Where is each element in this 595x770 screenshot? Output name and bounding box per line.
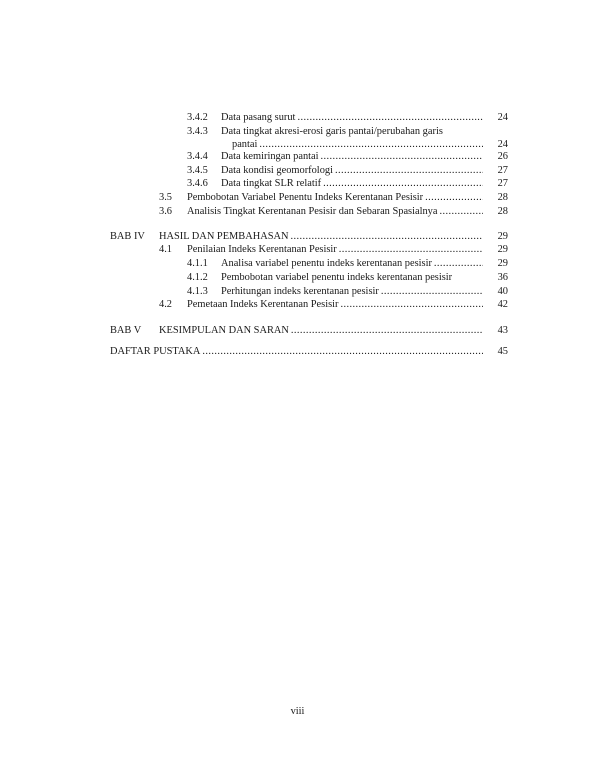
toc-page-number: 36	[497, 272, 508, 283]
toc-title: HASIL DAN PEMBAHASAN .....	[159, 230, 483, 243]
toc-page-number: 29	[497, 258, 508, 269]
toc-number: 4.1.2	[187, 272, 208, 283]
toc-title: Pemetaan Indeks Kerentanan Pesisir .....	[187, 298, 483, 311]
toc-number: 3.4.5	[187, 165, 208, 176]
toc-title: Data tingkat SLR relatif .....	[221, 177, 483, 190]
toc-entry-3-6	[0, 205, 595, 218]
toc-number: 4.1.3	[187, 286, 208, 297]
toc-title: pantai .....	[232, 138, 483, 151]
toc-title: Data kemiringan pantai .....	[221, 150, 483, 163]
toc-page-number: 27	[497, 178, 508, 189]
toc-page-number: 29	[497, 244, 508, 255]
toc-page-number: 42	[497, 299, 508, 310]
toc-chapter-number: BAB V	[110, 325, 142, 336]
toc-number: 3.4.2	[187, 112, 208, 123]
toc-page-number: 29	[497, 231, 508, 242]
toc-title: Analisa variabel penentu indeks kerentanan pesisir .....	[221, 257, 483, 270]
toc-title: Data pasang surut .....	[221, 111, 483, 124]
toc-title: Pembobotan variabel penentu indeks kerentanan pesisir	[221, 272, 453, 283]
toc-page-number: 45	[497, 346, 508, 357]
toc-title: Data tingkat akresi-erosi garis pantai/perubahan garis	[221, 126, 443, 137]
toc-entry-bab-v	[0, 324, 595, 337]
toc-number: 4.1.1	[187, 258, 208, 269]
toc-page-number: 24	[497, 139, 508, 150]
toc-number: 4.1	[159, 244, 172, 255]
toc-entry-bab-iv	[0, 230, 595, 243]
toc-page-number: 43	[497, 325, 508, 336]
toc-number: 3.6	[159, 206, 172, 217]
toc-title: Pembobotan Variabel Penentu Indeks Kerentanan Pesisir .....	[187, 191, 483, 204]
toc-number: 4.2	[159, 299, 172, 310]
toc-page-number: 27	[497, 165, 508, 176]
toc-number: 3.4.3	[187, 126, 208, 137]
toc-page-number: 40	[497, 286, 508, 297]
toc-page-number: 26	[497, 151, 508, 162]
toc-entry-3-4-4	[0, 150, 595, 163]
toc-entry-3-5	[0, 191, 595, 204]
toc-entry-daftar-pustaka	[0, 345, 595, 358]
toc-title: KESIMPULAN DAN SARAN .....	[159, 324, 483, 337]
toc-page-number: 28	[497, 192, 508, 203]
toc-title: DAFTAR PUSTAKA .....	[110, 345, 483, 358]
toc-number: 3.4.4	[187, 151, 208, 162]
toc-number: 3.4.6	[187, 178, 208, 189]
toc-entry-3-4-6	[0, 177, 595, 190]
toc-number: 3.5	[159, 192, 172, 203]
toc-entry-3-4-3	[0, 125, 595, 138]
toc-entry-4-1-2	[0, 271, 595, 284]
toc-title: Perhitungan indeks kerentanan pesisir .....	[221, 285, 483, 298]
toc-entry-4-1	[0, 243, 595, 256]
toc-title: Penilaian Indeks Kerentanan Pesisir .....	[187, 243, 483, 256]
toc-entry-3-4-5	[0, 164, 595, 177]
page-number-footer: viii	[290, 706, 305, 717]
toc-entry-4-1-3	[0, 285, 595, 298]
toc-chapter-number: BAB IV	[110, 231, 145, 242]
toc-page-number: 24	[497, 112, 508, 123]
toc-entry-4-1-1	[0, 257, 595, 270]
toc-entry-3-4-2	[0, 111, 595, 124]
toc-entry-4-2	[0, 298, 595, 311]
toc-title: Data kondisi geomorfologi .....	[221, 164, 483, 177]
toc-title: Analisis Tingkat Kerentanan Pesisir dan Sebaran Spasialnya .....	[187, 205, 483, 218]
toc-page-number: 28	[497, 206, 508, 217]
